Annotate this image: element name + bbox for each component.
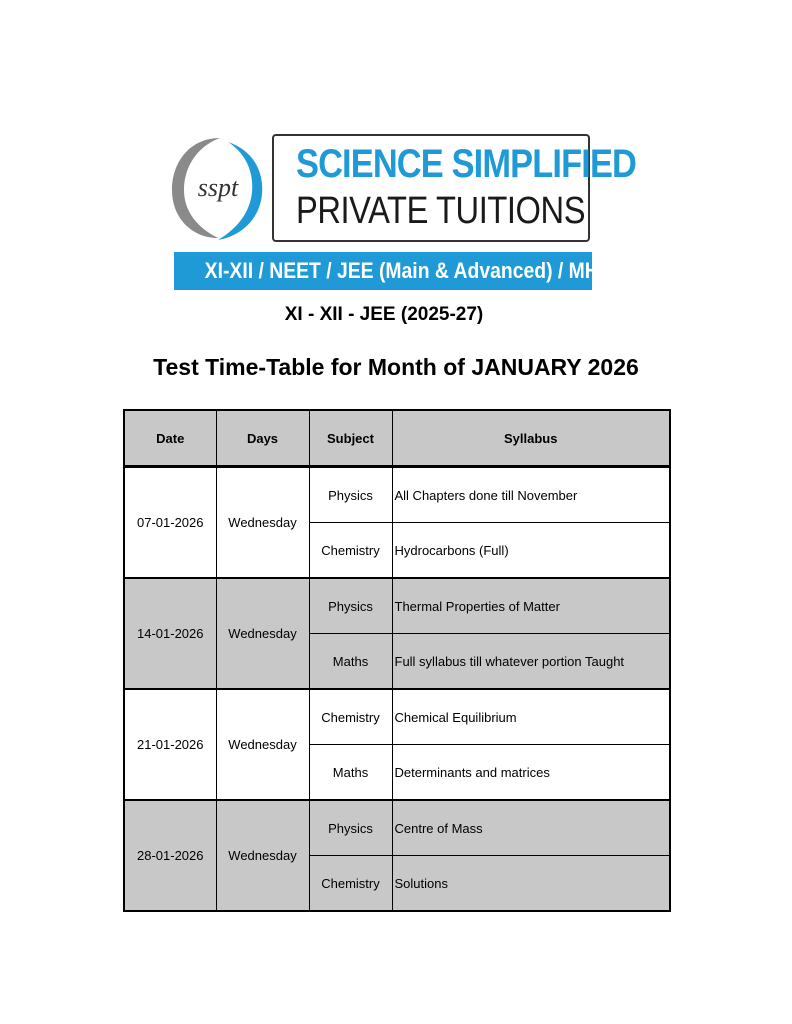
day-cell: Wednesday [216,467,309,579]
header-date: Date [124,410,216,467]
brand-name-box [272,134,637,242]
subject-cell: Physics [309,800,392,856]
header-subject: Subject [309,410,392,467]
test-group-3 [124,689,670,800]
courses-strip-text: XI-XII / NEET / JEE (Main & Advanced) / MHT-CET [204,258,655,283]
page-title: Test Time-Table for Month of JANUARY 2026 [153,354,639,380]
table-row [124,578,670,634]
table-header-row [124,410,670,467]
table-row [124,467,670,523]
syllabus-cell: Solutions [392,856,670,912]
subject-cell: Physics [309,467,392,523]
test-group-2 [124,578,670,689]
syllabus-cell: Thermal Properties of Matter [392,578,670,634]
day-cell: Wednesday [216,800,309,911]
brand-line-2: PRIVATE TUITIONS [295,190,586,232]
subject-cell: Maths [309,634,392,690]
subject-cell: Physics [309,578,392,634]
subject-cell: Chemistry [309,523,392,579]
emblem-text: sspt [197,173,239,202]
table-row [124,800,670,856]
syllabus-cell: Full syllabus till whatever portion Taught [392,634,670,690]
header-days: Days [216,410,309,467]
batch-subtitle: XI - XII - JEE (2025-27) [284,304,484,325]
test-timetable [123,409,671,912]
date-cell: 28-01-2026 [124,800,216,911]
brand-line-1: SCIENCE SIMPLIFIED [295,142,637,186]
syllabus-cell: Chemical Equilibrium [392,689,670,745]
header-syllabus: Syllabus [392,410,670,467]
table-row [124,689,670,745]
subject-cell: Chemistry [309,856,392,912]
day-cell: Wednesday [216,578,309,689]
syllabus-cell: Determinants and matrices [392,745,670,801]
test-group-1 [124,467,670,579]
date-cell: 07-01-2026 [124,467,216,579]
syllabus-cell: All Chapters done till November [392,467,670,523]
institute-logo [168,128,655,294]
test-group-4 [124,800,670,911]
sspt-emblem-icon [168,132,266,244]
courses-strip [174,252,655,290]
subject-cell: Chemistry [309,689,392,745]
syllabus-cell: Centre of Mass [392,800,670,856]
date-cell: 14-01-2026 [124,578,216,689]
day-cell: Wednesday [216,689,309,800]
subject-cell: Maths [309,745,392,801]
syllabus-cell: Hydrocarbons (Full) [392,523,670,579]
date-cell: 21-01-2026 [124,689,216,800]
